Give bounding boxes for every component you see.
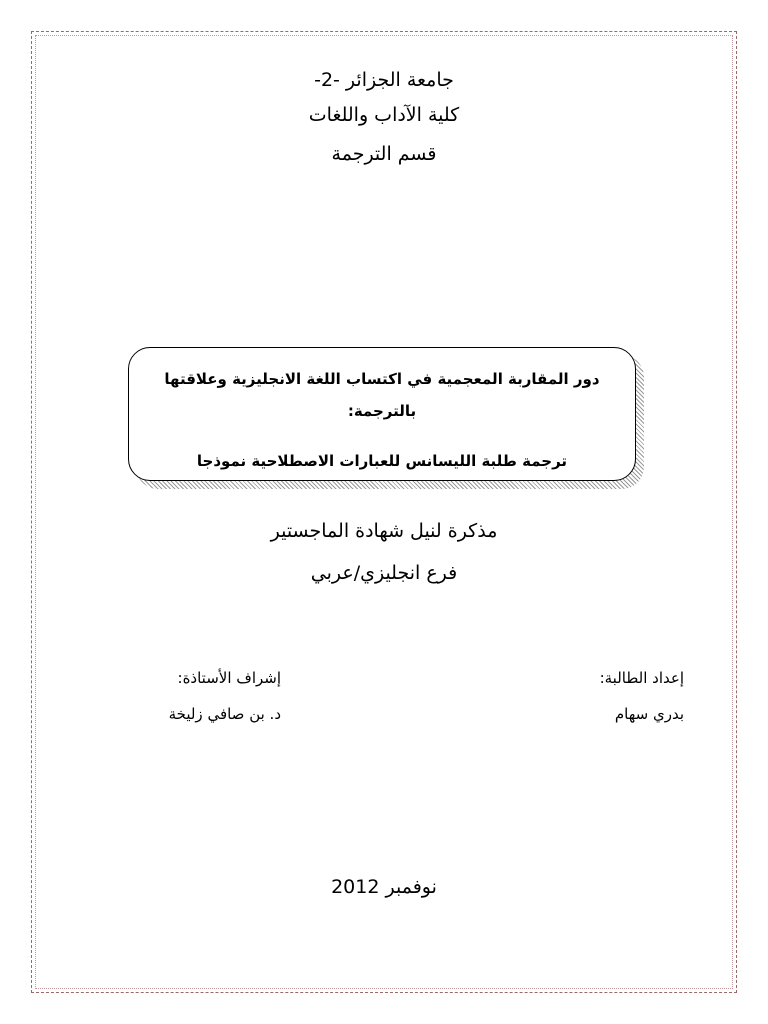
department-name: قسم الترجمة xyxy=(331,143,437,165)
thesis-subtitle: ترجمة طلبة الليسانس للعبارات الاصطلاحية نموذجا xyxy=(196,452,568,470)
student-label: إعداد الطالبة: xyxy=(599,669,684,687)
page-border-inner xyxy=(35,35,733,989)
supervisor-name: د. بن صافي زليخة xyxy=(168,705,281,723)
student-name: بدري سهام xyxy=(614,705,684,723)
degree-memo: مذكرة لنيل شهادة الماجستير xyxy=(270,520,498,542)
degree-branch: فرع انجليزي/عربي xyxy=(310,562,458,584)
thesis-title-line-1: دور المقاربة المعجمية في اكتساب اللغة الانجليزية وعلاقتها xyxy=(164,370,600,388)
university-name: جامعة الجزائر -2- xyxy=(314,69,454,91)
submission-date: نوفمبر 2012 xyxy=(331,876,437,898)
thesis-title-line-2: بالترجمة: xyxy=(347,402,417,420)
supervisor-label: إشراف الأستاذة: xyxy=(177,669,281,687)
thesis-title-box xyxy=(128,347,636,481)
faculty-name: كلية الآداب واللغات xyxy=(308,104,460,126)
